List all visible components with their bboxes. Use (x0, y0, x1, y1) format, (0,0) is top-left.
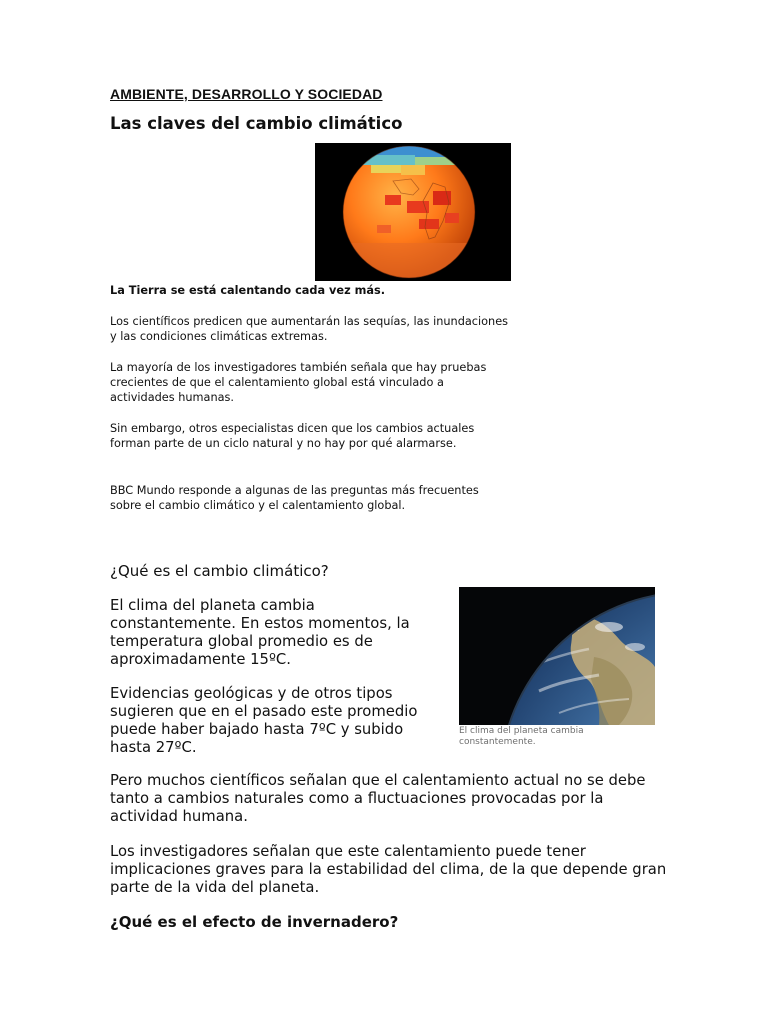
image-caption: El clima del planeta cambia constantemente. (459, 726, 584, 747)
intro-lead: La Tierra se está calentando cada vez más. (110, 284, 386, 297)
warming-globe-illustration (315, 143, 511, 281)
earth-from-space-illustration (459, 587, 655, 725)
article-title: Las claves del cambio climático (110, 114, 403, 133)
intro-paragraph-3: Sin embargo, otros especialistas dicen que los cambios actuales forman parte de un ciclo natural y no hay por qué alarmarse. (110, 422, 475, 450)
section-heading-climate-change: ¿Qué es el cambio climático? (110, 562, 329, 580)
section1-paragraph-4: Los investigadores señalan que este calentamiento puede tener implicaciones graves para la estabilidad del clima, de la que depende gran parte de la vida del planeta. (110, 843, 667, 896)
warming-globe-image (315, 143, 511, 281)
section-title: AMBIENTE, DESARROLLO Y SOCIEDAD (110, 86, 383, 102)
earth-from-space-image (459, 587, 655, 725)
intro-paragraph-2: La mayoría de los investigadores también señala que hay pruebas crecientes de que el calentamiento global está vinculado a actividades humanas. (110, 361, 487, 404)
intro-paragraph-4: BBC Mundo responde a algunas de las preguntas más frecuentes sobre el cambio climático y el calentamiento global. (110, 484, 479, 512)
section1-paragraph-3: Pero muchos científicos señalan que el calentamiento actual no se debe tanto a cambios naturales como a fluctuaciones provocadas por la actividad humana. (110, 772, 646, 825)
section-heading-greenhouse-effect: ¿Qué es el efecto de invernadero? (110, 913, 399, 931)
section1-paragraph-1: El clima del planeta cambia constantemente. En estos momentos, la temperatura global promedio es de aproximadamente 15ºC. (110, 597, 410, 668)
intro-paragraph-1: Los científicos predicen que aumentarán las sequías, las inundaciones y las condiciones climáticas extremas. (110, 315, 509, 343)
section1-paragraph-2: Evidencias geológicas y de otros tipos sugieren que en el pasado este promedio puede haber bajado hasta 7ºC y subido hasta 27ºC. (110, 685, 418, 756)
